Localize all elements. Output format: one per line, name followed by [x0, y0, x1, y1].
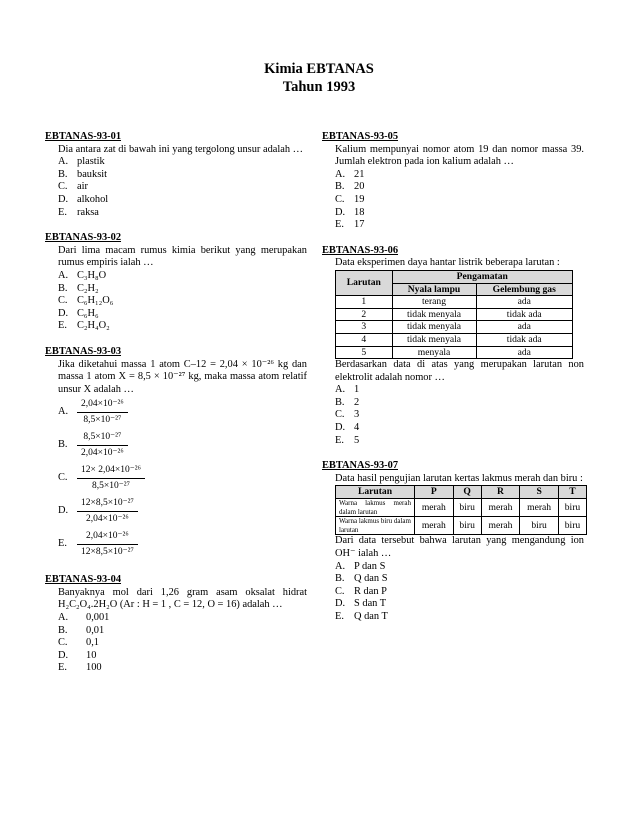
option-d: D. 4 — [335, 422, 360, 434]
table-row: 3 tidak menyala ada — [336, 321, 573, 334]
question-93-02 — [45, 232, 307, 333]
question-text: Dia antara zat di bawah ini yang tergolong unsur adalah … — [58, 143, 304, 155]
table-row: 5 menyala ada — [336, 346, 573, 359]
option-d: D. 18 — [335, 206, 365, 218]
option-b: B. $\frac{\text{8,5×10⁻²⁷}}{\text{2,04×10⁻²⁶}}$ — [58, 429, 307, 462]
option-b: B. Q dan S — [335, 573, 388, 585]
question-93-06 — [322, 245, 584, 448]
header-larutan: Larutan — [336, 486, 415, 499]
header-nyala: Nyala lampu — [392, 283, 476, 296]
question-93-04 — [45, 574, 307, 675]
option-d: D. 10 — [58, 649, 97, 661]
option-a: A. 0,001 — [58, 612, 110, 624]
header-pengamatan: Pengamatan — [392, 270, 572, 283]
conductivity-table — [335, 270, 573, 359]
litmus-table — [335, 485, 587, 535]
question-text: Banyaknya mol dari 1,26 gram asam oksalat hidrat H₂C₂O₄.2H₂O (Ar : H = 1 , C = 12, O = 16) adalah … — [58, 586, 307, 611]
question-93-05 — [322, 131, 584, 232]
fraction: $\frac{\text{2,04×10⁻²⁶}}{\text{12×8,5×10⁻²⁷}}$ — [77, 530, 138, 559]
fraction: $\frac{\text{12× 2,04×10⁻²⁶}}{\text{8,5×10⁻²⁷}}$ — [77, 464, 145, 493]
question-text: Data eksperimen daya hantar listrik beberapa larutan : — [335, 257, 560, 269]
option-d: D. C₆H₆ — [58, 307, 99, 319]
question-text: Dari lima macam rumus kimia berikut yang merupakan rumus empiris ialah … — [58, 244, 307, 269]
option-d: D. S dan T — [335, 598, 387, 610]
question-text-2: Dari data tersebut bahwa larutan yang mengandung ion OH⁻ ialah … — [335, 535, 584, 560]
question-93-01 — [45, 131, 307, 219]
header-q: Q — [453, 486, 481, 499]
header-s: S — [520, 486, 559, 499]
question-93-07 — [322, 460, 584, 623]
option-c: C. $\frac{\text{12× 2,04×10⁻²⁶}}{\text{8,5×10⁻²⁷}}$ — [58, 462, 307, 495]
fraction: $\frac{\text{8,5×10⁻²⁷}}{\text{2,04×10⁻²⁶}}$ — [77, 431, 128, 460]
option-c: C. C₆H₁₂O₆ — [58, 295, 114, 307]
question-heading: EBTANAS-93-03 — [45, 345, 122, 357]
option-e: E. 5 — [335, 434, 360, 446]
fraction: $\frac{\text{12×8,5×10⁻²⁷}}{\text{2,04×10⁻²⁶}}$ — [77, 497, 138, 526]
question-text: Kalium mempunyai nomor atom 19 dan nomor massa 39. Jumlah elektron pada ion kalium adalah … — [335, 143, 584, 168]
question-heading: EBTANAS-93-04 — [45, 574, 122, 586]
question-text-2: Berdasarkan data di atas yang merupakan larutan non elektrolit adalah nomor … — [335, 359, 584, 383]
option-c: C. 3 — [335, 409, 360, 421]
option-e: E. Q dan T — [335, 611, 388, 622]
header-larutan: Larutan — [336, 270, 393, 295]
question-heading: EBTANAS-93-06 — [322, 244, 399, 256]
option-b: B. C₂H₂ — [58, 282, 99, 294]
page-subtitle: Tahun 1993 — [282, 79, 356, 95]
left-column — [45, 131, 307, 675]
question-heading: EBTANAS-93-07 — [322, 460, 399, 472]
question-heading: EBTANAS-93-05 — [322, 131, 399, 142]
option-e: E. C₂H₄O₂ — [58, 320, 110, 332]
option-a: A. P dan S — [335, 560, 386, 572]
question-93-03 — [45, 346, 307, 561]
header-t: T — [558, 486, 586, 499]
table-row: 2 tidak menyala tidak ada — [336, 308, 573, 321]
question-text: Jika diketahui massa 1 atom C–12 = 2,04 × 10⁻²⁶ kg dan massa 1 atom X = 8,5 × 10⁻²⁷ kg, maka massa atom relatif unsur X adalah … — [58, 358, 307, 395]
header-p: P — [415, 486, 454, 499]
question-text: Data hasil pengujian larutan kertas lakmus merah dan biru : — [335, 472, 583, 484]
question-heading: EBTANAS-93-01 — [45, 131, 122, 142]
table-row: Warna lakmus biru dalam larutan merah biru merah biru biru — [336, 517, 587, 535]
option-d: D. $\frac{\text{12×8,5×10⁻²⁷}}{\text{2,04×10⁻²⁶}}$ — [58, 495, 307, 528]
option-e: E. raksa — [58, 206, 99, 218]
option-c: C. air — [58, 181, 88, 193]
option-c: C. R dan P — [335, 585, 387, 597]
option-a: A. 1 — [335, 384, 360, 396]
option-b: B. 0,01 — [58, 624, 105, 636]
option-a: A. 21 — [335, 168, 365, 180]
option-c: C. 19 — [335, 193, 365, 205]
option-e: E. $\frac{\text{2,04×10⁻²⁶}}{\text{12×8,5×10⁻²⁷}}$ — [58, 528, 307, 561]
fraction: $\frac{\text{2,04×10⁻²⁶}}{\text{8,5×10⁻²⁷}}$ — [77, 398, 128, 427]
option-c: C. 0,1 — [58, 637, 99, 649]
option-b: B. 20 — [335, 181, 365, 193]
option-e: E. 17 — [335, 219, 365, 231]
table-row: 4 tidak menyala tidak ada — [336, 333, 573, 346]
table-row: Warna lakmus merah dalam larutan merah biru merah merah biru — [336, 499, 587, 517]
page-title: Kimia EBTANAS — [264, 61, 374, 77]
option-b: B. bauksit — [58, 168, 108, 180]
option-e: E. 100 — [58, 662, 102, 674]
header-r: R — [481, 486, 520, 499]
option-a: A. C₃H₈O — [58, 269, 107, 281]
option-a: A. plastik — [58, 156, 105, 168]
right-column — [322, 131, 584, 624]
header-gelembung: Gelembung gas — [476, 283, 573, 296]
question-heading: EBTANAS-93-02 — [45, 232, 122, 244]
option-b: B. 2 — [335, 396, 360, 408]
option-a: A. $\frac{\text{2,04×10⁻²⁶}}{\text{8,5×10⁻²⁷}}$ — [58, 396, 307, 429]
option-d: D. alkohol — [58, 193, 109, 205]
table-row: 1 terang ada — [336, 296, 573, 309]
